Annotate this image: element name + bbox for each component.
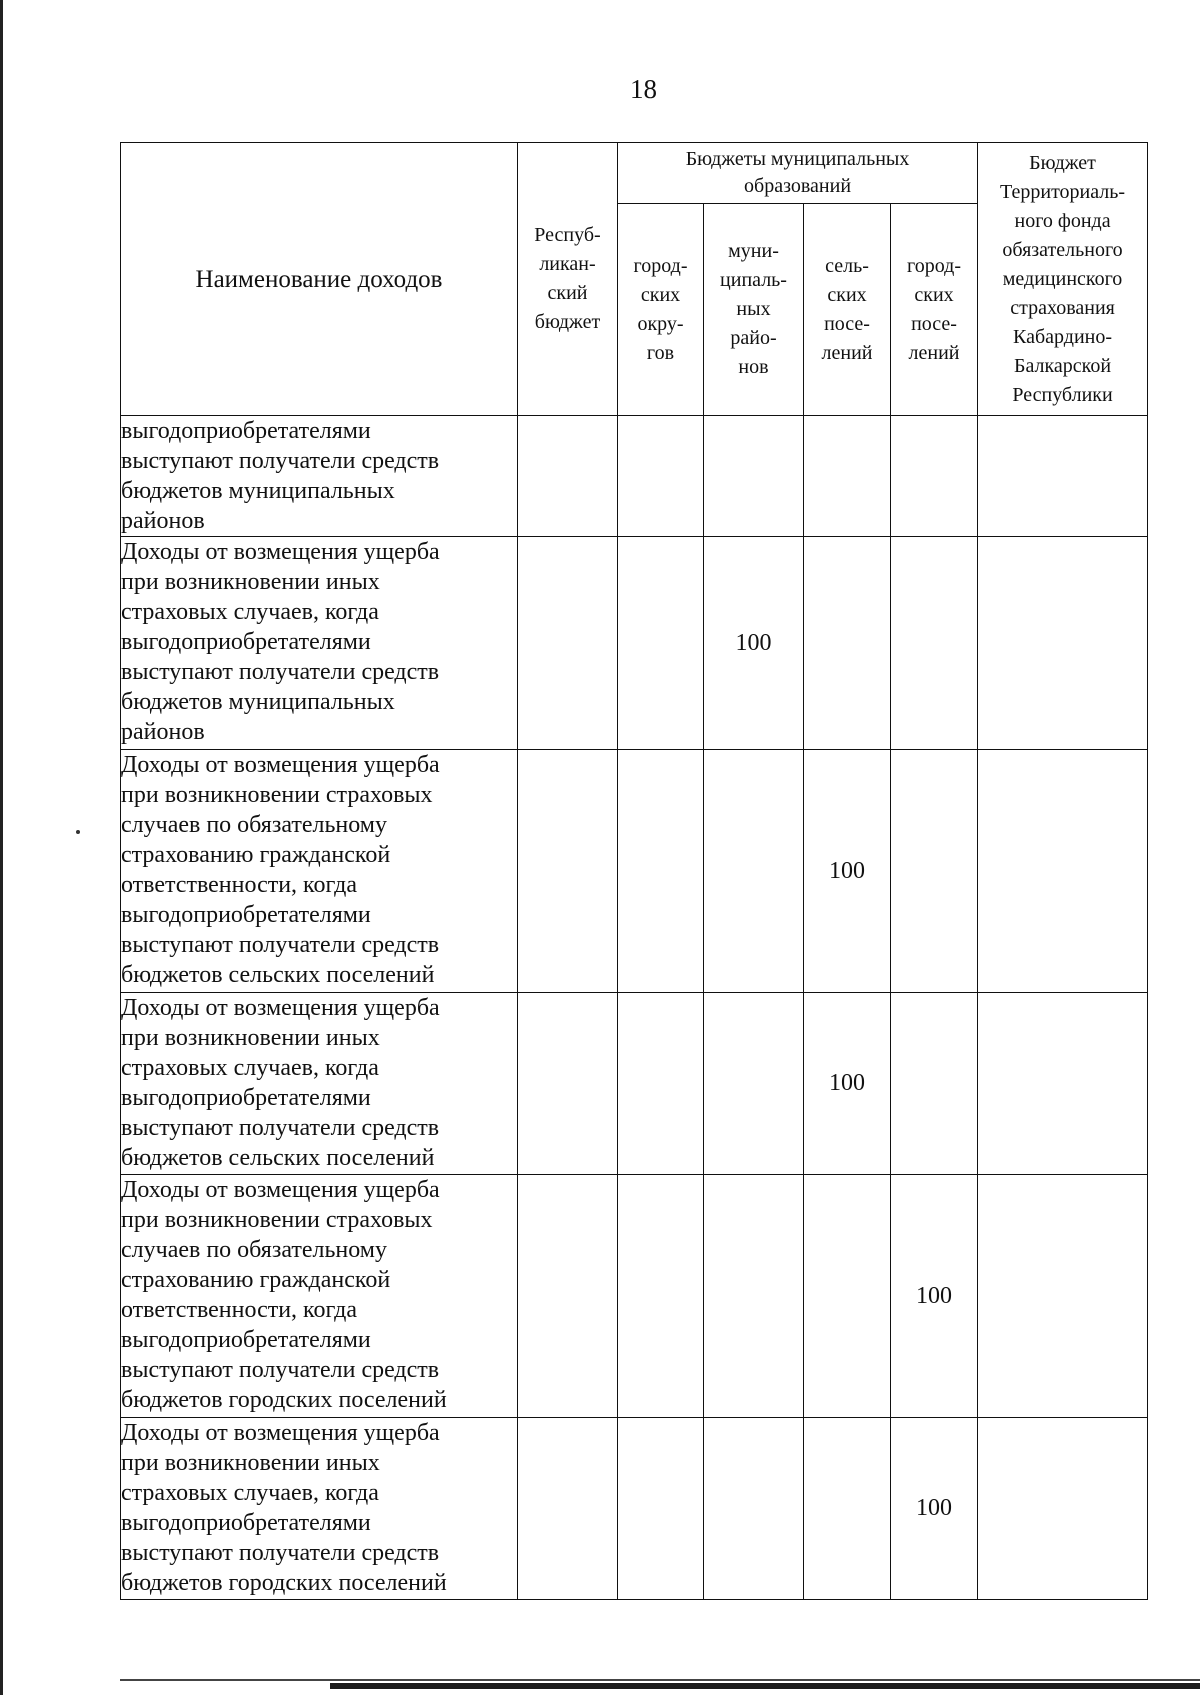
income-name-cell: выгодоприобретателями выступают получатели средств бюджетов муниципальных районов xyxy=(121,416,518,537)
header-municipal-budgets: Бюджеты муниципальных образований xyxy=(618,143,978,204)
value-urban-settlements: 100 xyxy=(891,1175,978,1418)
value-urban-settlements xyxy=(891,416,978,537)
value-rural-settlements xyxy=(804,416,891,537)
value-territorial-fund xyxy=(978,1418,1148,1600)
value-territorial-fund xyxy=(978,750,1148,993)
value-city-districts xyxy=(618,537,704,750)
page-bottom-bar xyxy=(330,1683,1200,1689)
value-city-districts xyxy=(618,1175,704,1418)
value-municipal-districts xyxy=(704,1175,804,1418)
header-municipal-districts: муни- ципаль- ных райо- нов xyxy=(704,204,804,416)
value-territorial-fund xyxy=(978,537,1148,750)
page-frame-left xyxy=(0,0,3,1695)
value-city-districts xyxy=(618,416,704,537)
value-city-districts xyxy=(618,993,704,1175)
value-republican xyxy=(518,537,618,750)
value-rural-settlements xyxy=(804,1418,891,1600)
value-municipal-districts xyxy=(704,750,804,993)
value-rural-settlements: 100 xyxy=(804,750,891,993)
value-rural-settlements xyxy=(804,537,891,750)
value-municipal-districts xyxy=(704,416,804,537)
value-municipal-districts xyxy=(704,1418,804,1600)
value-territorial-fund xyxy=(978,993,1148,1175)
table-row xyxy=(121,1418,1148,1600)
value-territorial-fund xyxy=(978,1175,1148,1418)
table-row xyxy=(121,993,1148,1175)
value-republican xyxy=(518,1418,618,1600)
value-rural-settlements: 100 xyxy=(804,993,891,1175)
value-municipal-districts: 100 xyxy=(704,537,804,750)
value-rural-settlements xyxy=(804,1175,891,1418)
table-row xyxy=(121,750,1148,993)
value-urban-settlements xyxy=(891,750,978,993)
table-row xyxy=(121,537,1148,750)
value-republican xyxy=(518,1175,618,1418)
income-name-cell: Доходы от возмещения ущерба при возникновении страховых случаев по обязательному страхованию гражданской ответственности, когда выгодоприобретателями выступают получатели средств бюджетов городских поселений xyxy=(121,1175,518,1418)
income-name-cell: Доходы от возмещения ущерба при возникновении иных страховых случаев, когда выгодоприобретателями выступают получатели средств бюджетов городских поселений xyxy=(121,1418,518,1600)
value-city-districts xyxy=(618,750,704,993)
header-income-name: Наименование доходов xyxy=(121,143,518,416)
value-urban-settlements xyxy=(891,993,978,1175)
revenue-distribution-table xyxy=(120,142,1148,1600)
header-territorial-fund: Бюджет Территориаль- ного фонда обязательного медицинского страхования Кабардино- Балкарской Республики xyxy=(978,143,1148,416)
income-name-cell: Доходы от возмещения ущерба при возникновении страховых случаев по обязательному страхованию гражданской ответственности, когда выгодоприобретателями выступают получатели средств бюджетов сельских поселений xyxy=(121,750,518,993)
scan-dot xyxy=(76,830,80,834)
value-urban-settlements xyxy=(891,537,978,750)
header-rural-settlements: сель- ских посе- лений xyxy=(804,204,891,416)
header-urban-settlements: город- ских посе- лений xyxy=(891,204,978,416)
table-row xyxy=(121,1175,1148,1418)
value-republican xyxy=(518,750,618,993)
value-municipal-districts xyxy=(704,993,804,1175)
page-bottom-rule xyxy=(120,1679,1200,1681)
value-urban-settlements: 100 xyxy=(891,1418,978,1600)
header-city-districts: город- ских окру- гов xyxy=(618,204,704,416)
value-republican xyxy=(518,416,618,537)
value-city-districts xyxy=(618,1418,704,1600)
value-territorial-fund xyxy=(978,416,1148,537)
value-republican xyxy=(518,993,618,1175)
table-row xyxy=(121,416,1148,537)
income-name-cell: Доходы от возмещения ущерба при возникновении иных страховых случаев, когда выгодоприобретателями выступают получатели средств бюджетов муниципальных районов xyxy=(121,537,518,750)
income-name-cell: Доходы от возмещения ущерба при возникновении иных страховых случаев, когда выгодоприобретателями выступают получатели средств бюджетов сельских поселений xyxy=(121,993,518,1175)
page-number: 18 xyxy=(630,74,657,104)
header-republican-budget: Респуб- ликан- ский бюджет xyxy=(518,143,618,416)
